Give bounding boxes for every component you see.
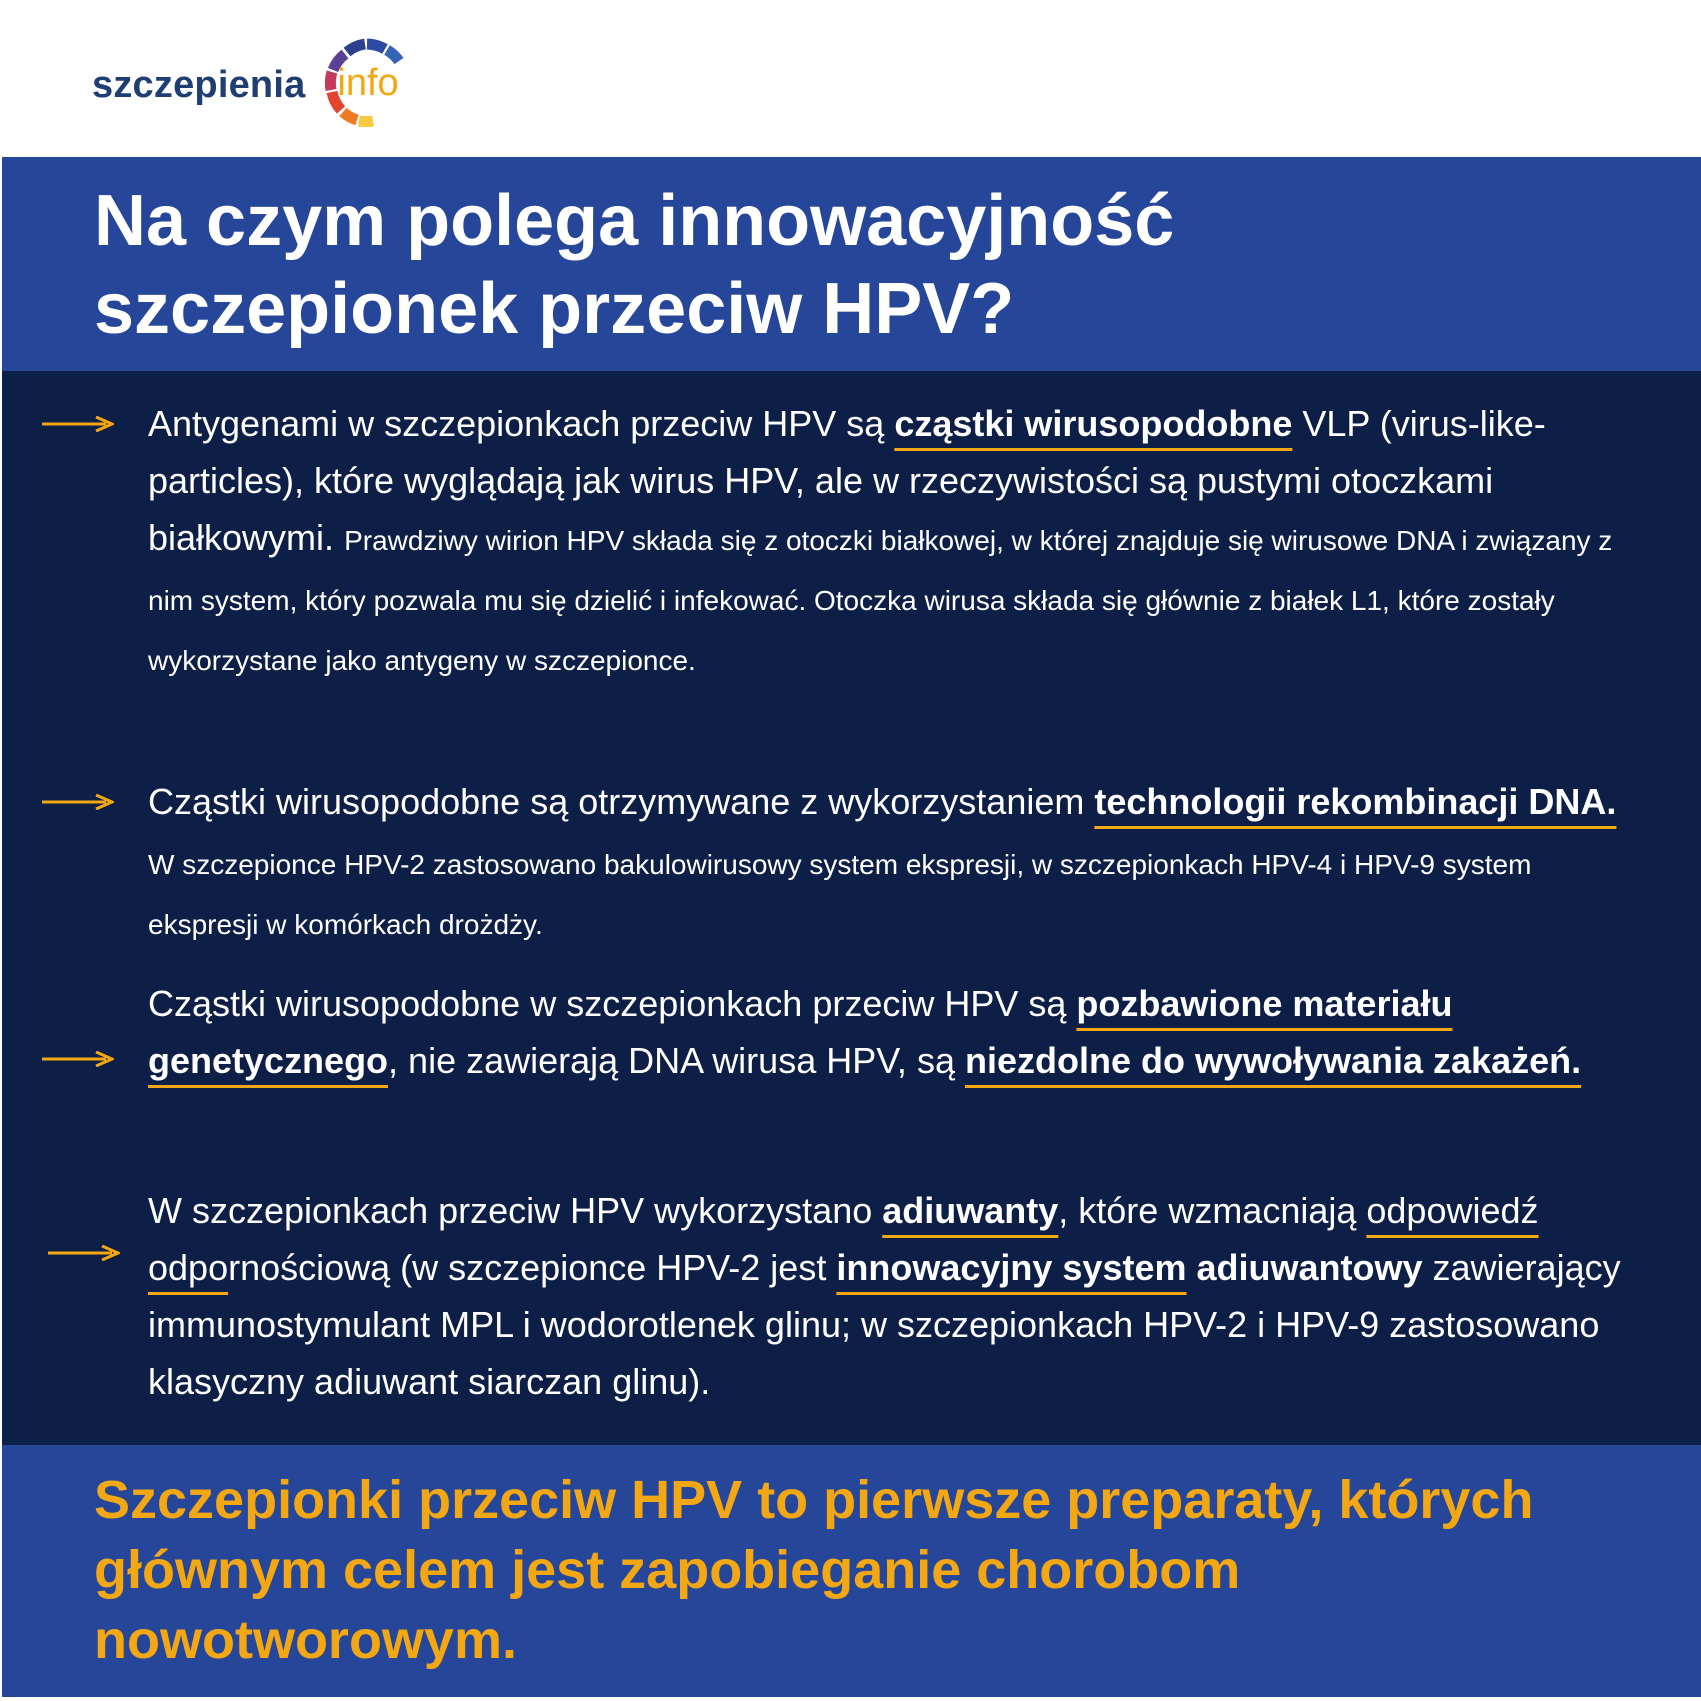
item-4-highlight-2: innowacyjny system [836, 1247, 1187, 1288]
item-2-detail: W szczepionce HPV-2 zastosowano bakulowirusowy system ekspresji, w szczepionkach HPV-4 i HPV-9 system ekspresji w komórkach drożdży. [148, 849, 1532, 940]
item-3-text-a: Cząstki wirusopodobne w szczepionkach przeciw HPV są [148, 983, 1077, 1024]
item-4-text-c: rnościową (w szczepionce HPV-2 jest [228, 1247, 837, 1288]
footer-statement: Szczepionki przeciw HPV to pierwsze preparaty, których głównym celem jest zapobieganie chorobom nowotworowym. [94, 1470, 1534, 1670]
item-1-text-a: Antygenami w szczepionkach przeciw HPV są [148, 403, 895, 444]
title-line-2: szczepionek przeciw HPV? [94, 269, 1015, 349]
item-1-highlight: cząstki wirusopodobne [894, 403, 1293, 444]
item-2-text-a: Cząstki wirusopodobne są otrzymywane z wykorzystaniem [148, 781, 1095, 822]
arrow-right-icon [42, 416, 114, 432]
item-3-highlight-1: pozbawione materiału genetycznego [148, 983, 1453, 1081]
page-title [94, 177, 1654, 353]
item-4-underlined: odpowiedź odpo [148, 1190, 1539, 1288]
title-line-1: Na czym polega innowacyjność [94, 181, 1175, 261]
arrow-right-icon [42, 1051, 114, 1067]
item-4-text-b: , które wzmacniają [1058, 1190, 1367, 1231]
footer-band [2, 1445, 1701, 1697]
item-4-bold: adiuwantowy [1196, 1247, 1423, 1288]
item-4-text-d [1186, 1247, 1196, 1288]
arrow-right-icon [42, 794, 114, 810]
item-3-highlight-2: niezdolne do wywoływania zakażeń. [964, 1040, 1582, 1081]
item-3-text-b: , nie zawierają DNA wirusa HPV, są [388, 1040, 965, 1081]
item-4-text-a: W szczepionkach przeciw HPV wykorzystano [148, 1190, 883, 1231]
item-2-text [148, 773, 1628, 953]
logo [92, 30, 423, 140]
item-4-text [148, 1182, 1628, 1410]
item-4-highlight-1: adiuwanty [882, 1190, 1059, 1231]
item-1-text-b: VLP (virus-like-particles), które wyglądają jak wirus HPV, ale w rzeczywistości są pustymi otoczkami białkowymi. [148, 403, 1546, 558]
item-1-text [148, 395, 1628, 689]
logo-accent-text: info [337, 62, 399, 104]
content-panel [2, 371, 1701, 1445]
title-band [2, 157, 1701, 371]
logo-ring [307, 30, 423, 140]
item-1-detail: Prawdziwy wirion HPV składa się z otoczki białkowej, w której znajduje się wirusowe DNA i związany z nim system, który pozwala mu się dzielić i infekować. Otoczka wirusa składa się głównie z białek L1, które zostały wykorzystane jako antygeny w szczepionce. [148, 525, 1613, 676]
item-4-text-e: zawierający immunostymulant MPL i wodorotlenek glinu; w szczepionkach HPV-2 i HPV-9 zastosowano klasyczny adiuwant siarczan glinu). [148, 1247, 1621, 1402]
item-3-text [148, 975, 1628, 1089]
arrow-right-icon [48, 1245, 120, 1261]
logo-main-text: szczepienia [92, 63, 306, 106]
item-2-highlight: technologii rekombinacji DNA. [1094, 781, 1617, 822]
